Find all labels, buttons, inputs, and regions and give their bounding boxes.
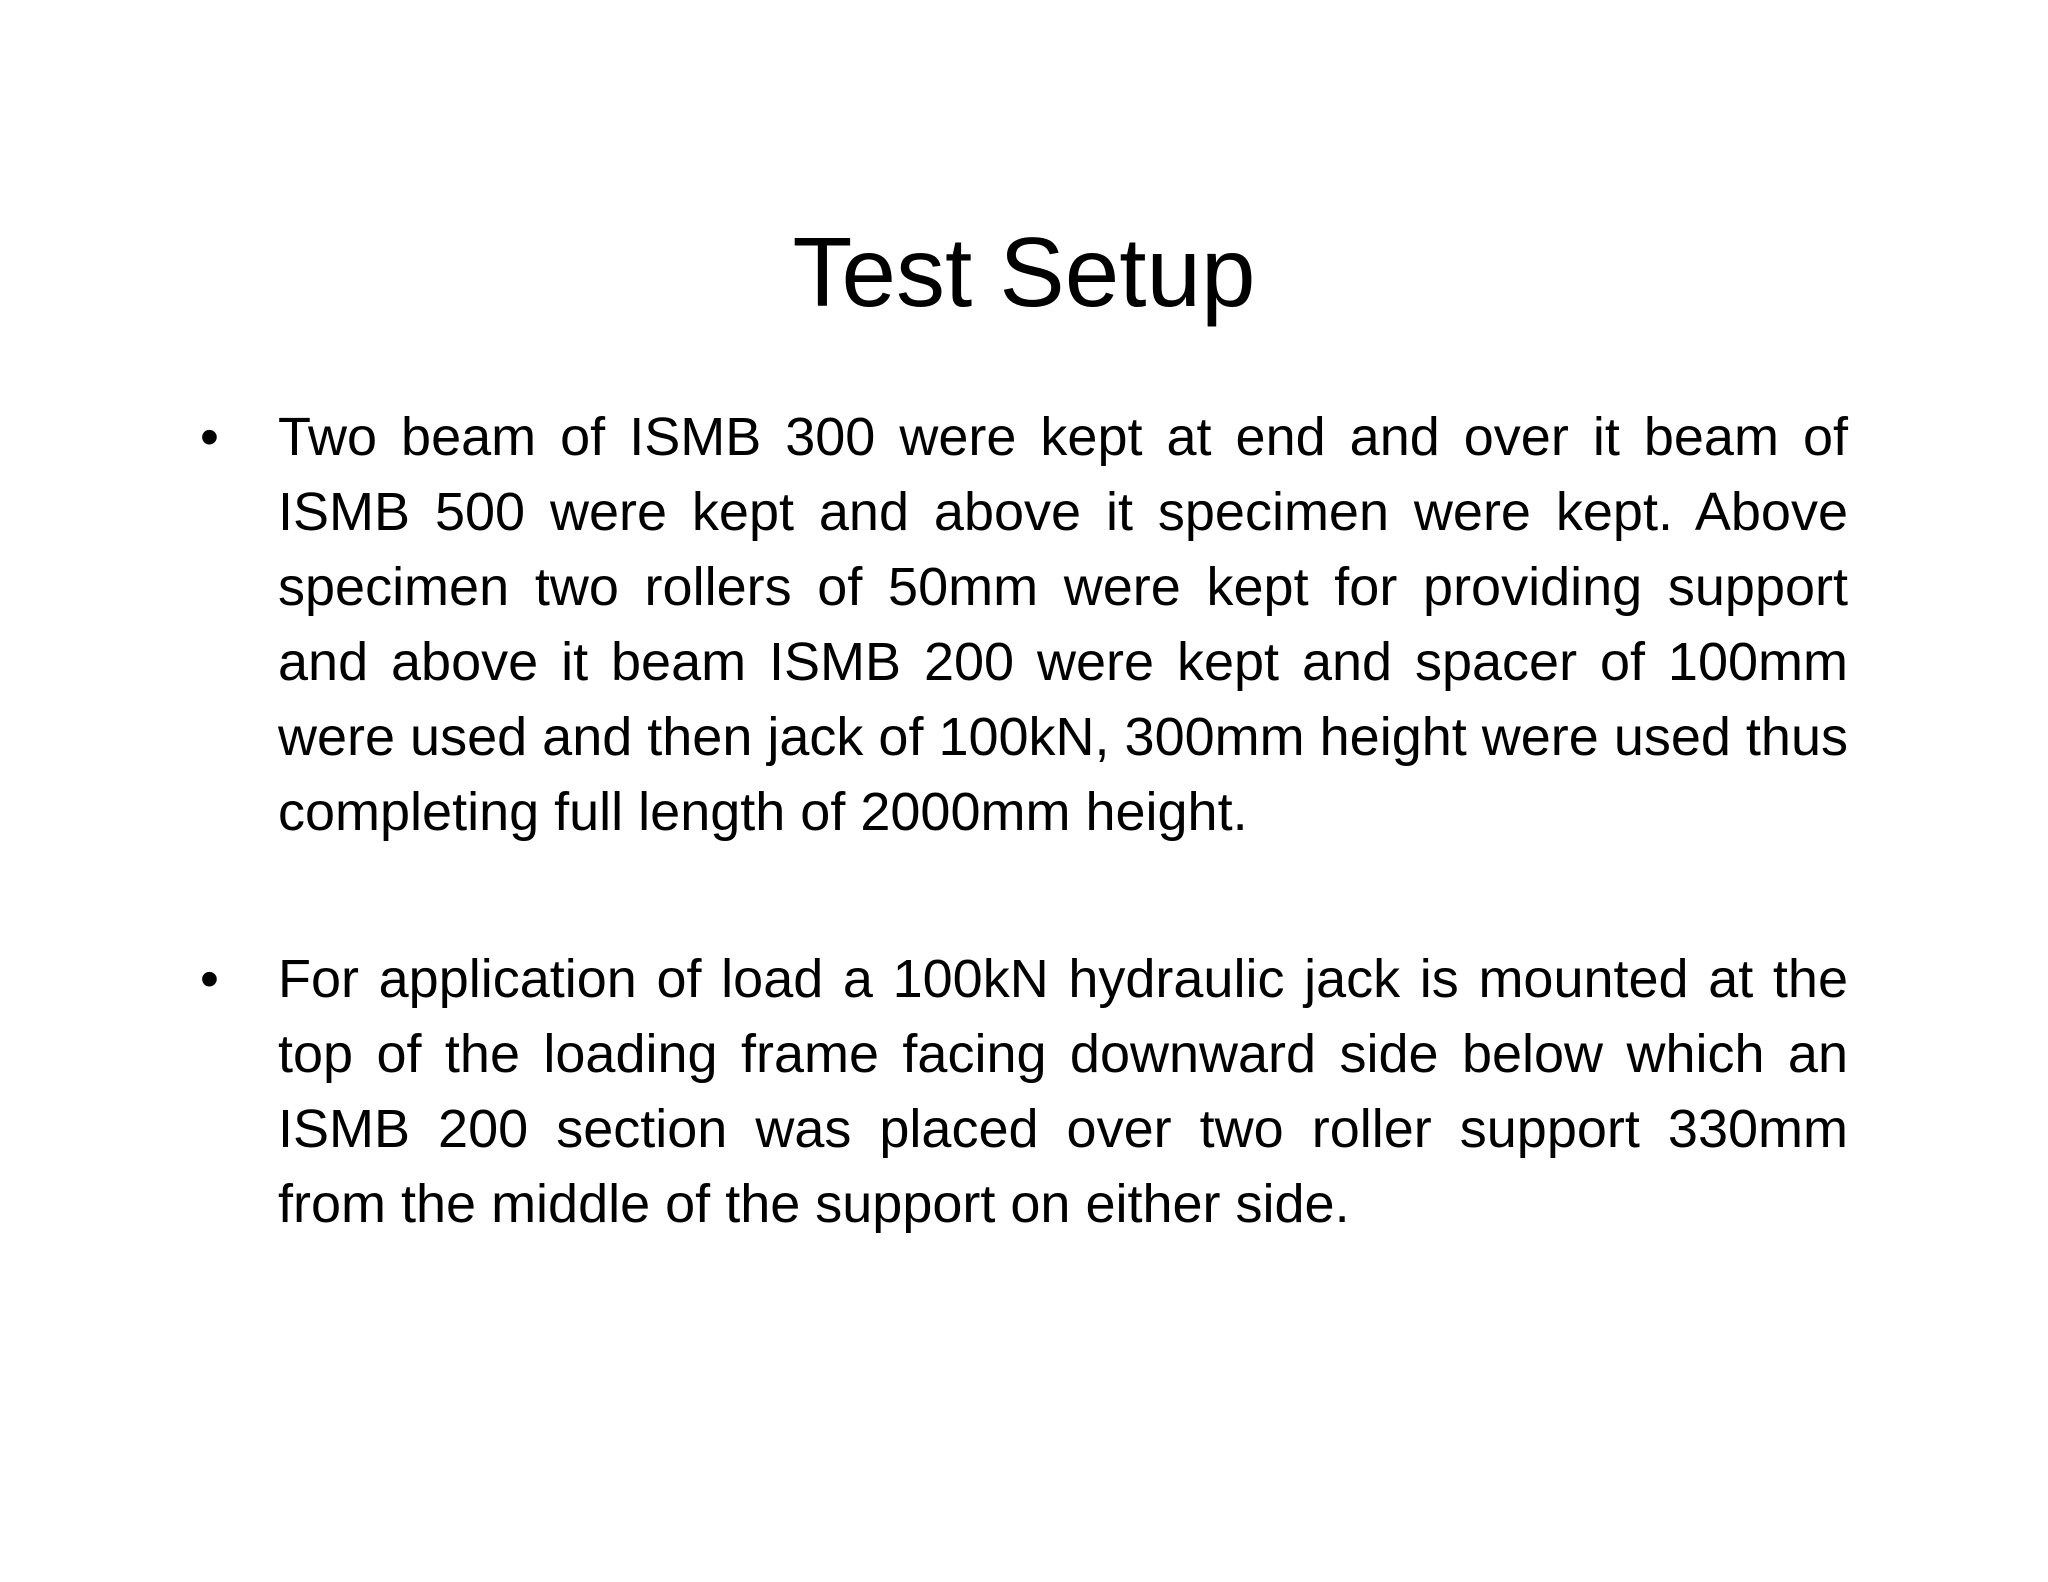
bullet-marker: •	[200, 407, 219, 467]
bullet-marker: •	[200, 949, 219, 1009]
bullet-text: For application of load a 100kN hydraulic jack is mounted at the top of the loading frame facing downward side below which an ISMB 200 section was placed over two roller support 330mm from the middle of the support on either side.	[278, 949, 1848, 1234]
bullet-item	[200, 942, 1848, 1242]
slide-title: Test Setup	[792, 217, 1256, 327]
bullet-text: Two beam of ISMB 300 were kept at end and over it beam of ISMB 500 were kept and above it specimen were kept. Above specimen two rollers of 50mm were kept for providing support and above it beam ISMB 200 were kept and spacer of 100mm were used and then jack of 100kN, 300mm height were used thus completing full length of 2000mm height.	[278, 407, 1848, 842]
bullet-list	[200, 400, 1848, 1334]
bullet-item	[200, 400, 1848, 850]
